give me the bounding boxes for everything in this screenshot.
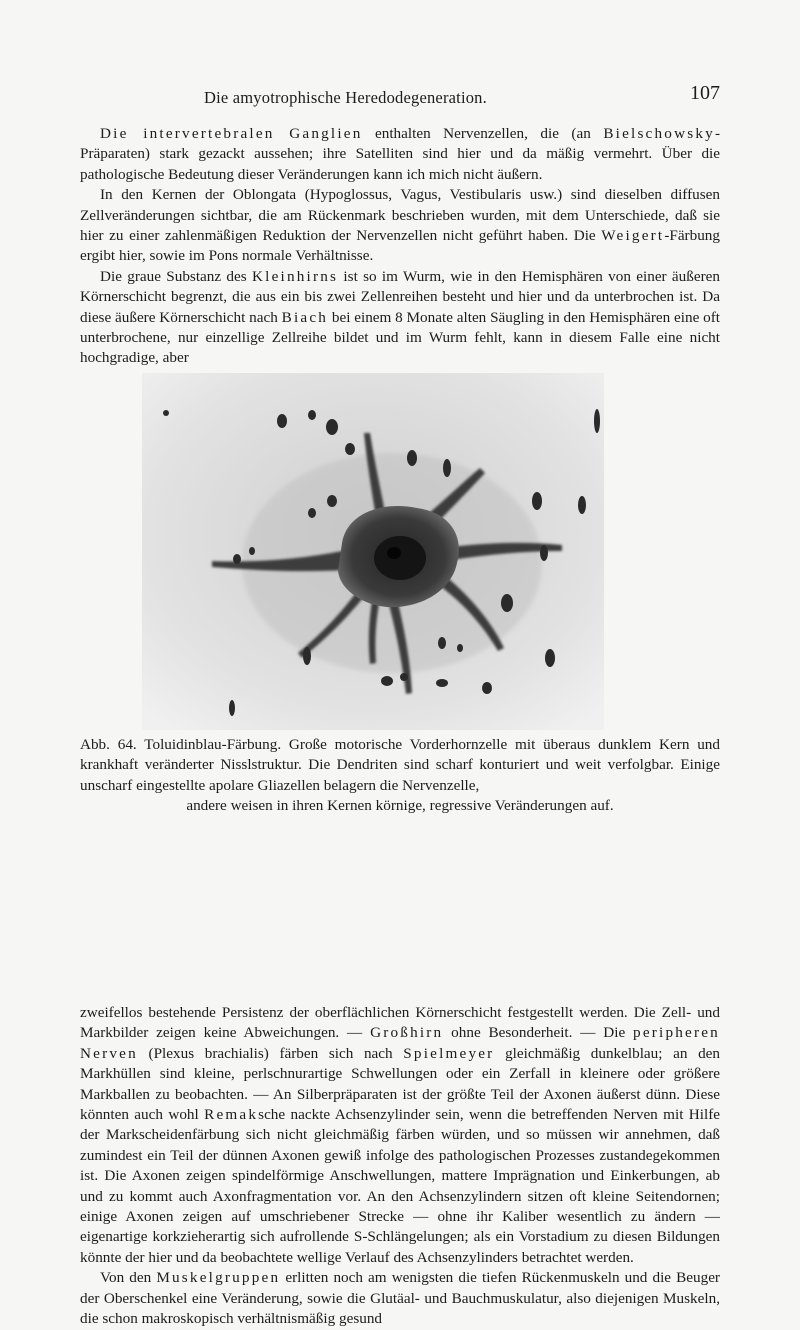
figure-caption [80, 735, 720, 817]
micrograph-figure [142, 373, 604, 730]
text-run: erlitten noch am wenigsten die tiefen Rückenmuskeln und die Beuger der Oberschenkel eine Veränderung, sowie die Glutäal- und Bauchmuskulatur, also diejenigen Muskeln, die schon makroskopisch verhältnismäßig gesund [80, 1269, 720, 1328]
spaced-author: Weigert [601, 227, 665, 245]
nerve-cell-micrograph [142, 373, 604, 730]
text-run: bei einem 8 Monate alten Säugling in den Hemisphären eine oft unterbrochene, nur einzellige Zellreihe bildet und im Wurm fehlt, kann in diesem Falle eine nicht hochgradige, aber [80, 308, 721, 367]
caption-last-line: andere weisen in ihren Kernen körnige, regressive Veränderungen auf. [186, 797, 614, 815]
spaced-author: Remak [204, 1106, 259, 1124]
text-run: enthalten Nervenzellen, die (an [362, 125, 604, 142]
text-run: (Plexus brachialis) färben sich nach [137, 1044, 404, 1062]
spaced-author: Bielschowsky [603, 125, 715, 142]
spaced-term: Kleinhirns [252, 267, 339, 285]
spaced-term: Großhirn [370, 1024, 444, 1042]
text-run: ist so im Wurm, wie in den Hemisphären von einer äußeren Körnerschicht begrenzt, die aus ein bis zwei Zellenreihen besteht und hier und da unterbrochen ist. Da diese äußere Körnerschicht nach [80, 267, 720, 326]
paragraph-ganglien [80, 124, 720, 185]
text-run: gleichmäßig dunkelblau; an den Markhüllen sind kleine, perlschnurartige Schwellungen oder ein Zerfall in kleinere oder größere Markballen zu beobachten. — An Silberpräparaten ist der größte Teil der Axonen äußerst dünn. Diese könnten auch wohl [80, 1044, 720, 1124]
body-text-top [80, 124, 720, 369]
spaced-term: Muskelgruppen [156, 1269, 281, 1287]
spaced-term: Die intervertebralen Ganglien [100, 125, 363, 142]
body-text-bottom [80, 1003, 720, 1330]
text-run: -Präparaten) stark gezackt aussehen; ihre Satelliten sind hier und da mäßig vermehrt. Über die pathologische Bedeutung dieser Veränderungen kann ich mich nicht äußern. [80, 125, 721, 183]
page-number: 107 [690, 82, 720, 104]
text-run: zweifellos bestehende Persistenz der oberflächlichen Körnerschicht festgestellt werden. Die Zell- und Markbilder zeigen keine Abweichungen. — [80, 1004, 720, 1042]
spaced-author: Biach [281, 308, 329, 326]
paragraph-oblongata [80, 185, 720, 267]
caption-text: Abb. 64. Toluidinblau-Färbung. Große motorische Vorderhornzelle mit überaus dunklem Kern und krankhaft veränderter Nisslstruktur. Die Dendriten sind scharf konturiert und weit verfolgbar. Einige unscharf eingestellte apolare Gliazellen belagern die Nervenzelle, [80, 736, 720, 794]
text-run: Die graue Substanz des [100, 267, 252, 285]
paragraph-muskelgruppen [80, 1268, 720, 1329]
paragraph-kleinhirn [80, 267, 720, 369]
text-run: -Färbung ergibt hier, sowie im Pons normale Verhältnisse. [80, 227, 720, 265]
page-header [80, 82, 720, 114]
text-run: Von den [100, 1269, 157, 1287]
text-run: ohne Besonderheit. — Die [443, 1024, 634, 1042]
spaced-term: peripheren Nerven [80, 1024, 720, 1062]
text-run: In den Kernen der Oblongata (Hypoglossus, Vagus, Vestibularis usw.) sind dieselben diffusen Zellveränderungen sichtbar, die am Rückenmark beschrieben wurden, mit dem Unterschiede, daß sie hier zu einer zahlenmäßigen Reduktion der Nervenzellen nicht geführt haben. Die [80, 186, 720, 245]
text-run: sche nackte Achsenzylinder sein, wenn die betreffenden Nerven mit Hilfe der Markscheidenfärbung sich nicht gleichmäßig färben würden, und so müssen wir annehmen, daß zumindest ein Teil der dünnen Axonen gewiß infolge des pathologischen Prozesses zustandegekommen ist. Die Axonen zeigen spindelförmige Anschwellungen, mattere Imprägnation und Einkerbungen, ab und zu kommt auch Axonfragmentation vor. An den Achsenzylindern sitzen oft kleine Seitendornen; einige Axonen zeigen auf umschriebener Strecke — ohne ihr Kaliber wesentlich zu ändern — eigenartige korkzieherartig sich aufrollende S-Schlängelungen; als ein Vorstadium zu diesen Bildungen könnte der hier und da beobachtete wellige Verlauf des Achsenzylinders betrachtet werden. [80, 1106, 720, 1266]
paragraph-grosshirn-nerven [80, 1003, 720, 1268]
spaced-author: Spielmeyer [403, 1044, 495, 1062]
running-title: Die amyotrophische Heredodegeneration. [204, 88, 487, 107]
